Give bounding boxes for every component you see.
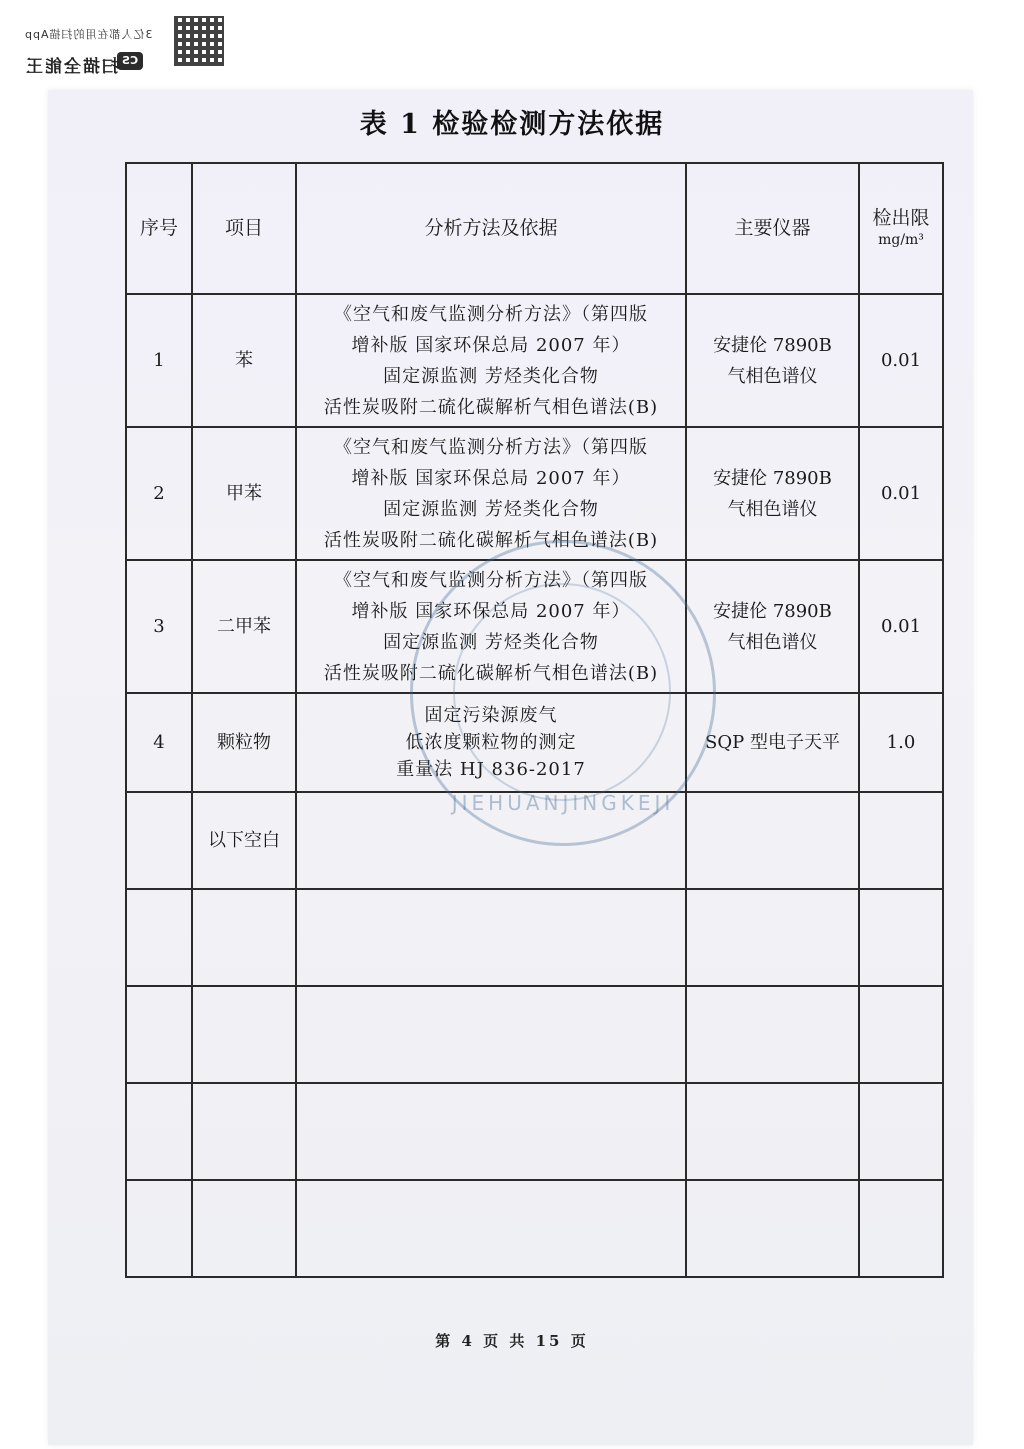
method-line: 《空气和废气监测分析方法》（第四版 <box>334 569 648 591</box>
qr-code <box>174 16 224 66</box>
scanner-logo: CS <box>117 52 143 70</box>
method-line: 重量法 HJ 836-2017 <box>396 759 586 780</box>
cell-empty <box>192 986 296 1083</box>
header-lod-label: 检出限 <box>872 206 930 229</box>
method-table <box>125 162 944 1278</box>
table-row <box>126 986 943 1083</box>
cell-empty <box>859 792 943 889</box>
table-row <box>126 1180 943 1277</box>
table-row <box>126 427 943 560</box>
method-line: 活性炭吸附二硫化碳解析气相色谱法(B) <box>323 662 659 684</box>
cell-index: 4 <box>126 693 192 792</box>
cell-empty <box>296 986 686 1083</box>
cell-empty <box>859 889 943 986</box>
cell-lod: 1.0 <box>859 693 943 792</box>
header-method: 分析方法及依据 <box>296 163 686 294</box>
cell-empty <box>686 889 859 986</box>
cell-item: 二甲苯 <box>192 560 296 693</box>
cell-index: 1 <box>126 294 192 427</box>
cell-empty <box>859 1180 943 1277</box>
stamp-text: JIEHUANJINGKEJI <box>451 791 675 815</box>
cell-empty <box>126 792 192 889</box>
cell-empty <box>296 792 686 889</box>
instrument-line: 气相色谱仪 <box>727 365 818 387</box>
table-row <box>126 1083 943 1180</box>
cell-empty <box>859 1083 943 1180</box>
cell-item: 颗粒物 <box>192 693 296 792</box>
cell-method <box>296 560 686 693</box>
method-line: 低浓度颗粒物的测定 <box>405 732 577 753</box>
cell-index: 2 <box>126 427 192 560</box>
cell-instrument <box>686 560 859 693</box>
cell-instrument <box>686 427 859 560</box>
table-row <box>126 560 943 693</box>
cell-empty <box>859 986 943 1083</box>
cell-empty <box>192 1180 296 1277</box>
method-line: 《空气和废气监测分析方法》（第四版 <box>334 436 648 458</box>
cell-empty <box>126 889 192 986</box>
cell-empty <box>296 889 686 986</box>
cell-empty <box>686 792 859 889</box>
cell-empty <box>686 1180 859 1277</box>
cell-item: 苯 <box>192 294 296 427</box>
table-row <box>126 693 943 792</box>
cell-method <box>296 294 686 427</box>
instrument-line: SQP 型电子天平 <box>705 732 840 753</box>
table-row <box>126 889 943 986</box>
cell-empty <box>126 1083 192 1180</box>
cell-empty <box>686 986 859 1083</box>
method-line: 增补版 国家环保总局 2007 年） <box>351 467 631 489</box>
method-line: 固定源监测 芳烃类化合物 <box>383 631 599 653</box>
header-lod <box>859 163 943 294</box>
table-row <box>126 294 943 427</box>
table-row <box>126 792 943 889</box>
cell-empty <box>126 986 192 1083</box>
instrument-line: 气相色谱仪 <box>727 498 818 520</box>
method-line: 增补版 国家环保总局 2007 年） <box>351 334 631 356</box>
header-index: 序号 <box>126 163 192 294</box>
cell-item: 甲苯 <box>192 427 296 560</box>
scanner-watermark <box>22 14 212 77</box>
cell-empty <box>192 1083 296 1180</box>
instrument-line: 安捷伦 7890B <box>713 467 832 489</box>
cell-empty <box>296 1083 686 1180</box>
cell-instrument <box>686 294 859 427</box>
cell-empty <box>192 889 296 986</box>
method-line: 活性炭吸附二硫化碳解析气相色谱法(B) <box>323 396 659 418</box>
cell-method <box>296 427 686 560</box>
cell-empty <box>296 1180 686 1277</box>
cell-empty <box>126 1180 192 1277</box>
table-header-row <box>126 163 943 294</box>
cell-index: 3 <box>126 560 192 693</box>
method-line: 固定污染源废气 <box>424 705 558 726</box>
method-line: 固定源监测 芳烃类化合物 <box>383 498 599 520</box>
cell-method <box>296 693 686 792</box>
page-number: 第 4 页 共 15 页 <box>435 1332 589 1350</box>
cell-lod: 0.01 <box>859 294 943 427</box>
method-line: 固定源监测 芳烃类化合物 <box>383 365 599 387</box>
scanner-tagline: 3亿人都在用的扫描App <box>24 28 153 41</box>
method-line: 增补版 国家环保总局 2007 年） <box>351 600 631 622</box>
header-item: 项目 <box>192 163 296 294</box>
header-instrument: 主要仪器 <box>686 163 859 294</box>
instrument-line: 气相色谱仪 <box>727 631 818 653</box>
cell-lod: 0.01 <box>859 427 943 560</box>
header-lod-unit: mg/m³ <box>878 231 924 248</box>
instrument-line: 安捷伦 7890B <box>713 334 832 356</box>
instrument-line: 安捷伦 7890B <box>713 600 832 622</box>
scanner-brand: 扫描全能王 <box>24 57 119 77</box>
method-line: 《空气和废气监测分析方法》（第四版 <box>334 303 648 325</box>
cell-empty <box>686 1083 859 1180</box>
cell-lod: 0.01 <box>859 560 943 693</box>
blank-note: 以下空白 <box>192 792 296 889</box>
cell-instrument <box>686 693 859 792</box>
table-title: 表 1 检验检测方法依据 <box>359 109 665 140</box>
method-line: 活性炭吸附二硫化碳解析气相色谱法(B) <box>323 529 659 551</box>
